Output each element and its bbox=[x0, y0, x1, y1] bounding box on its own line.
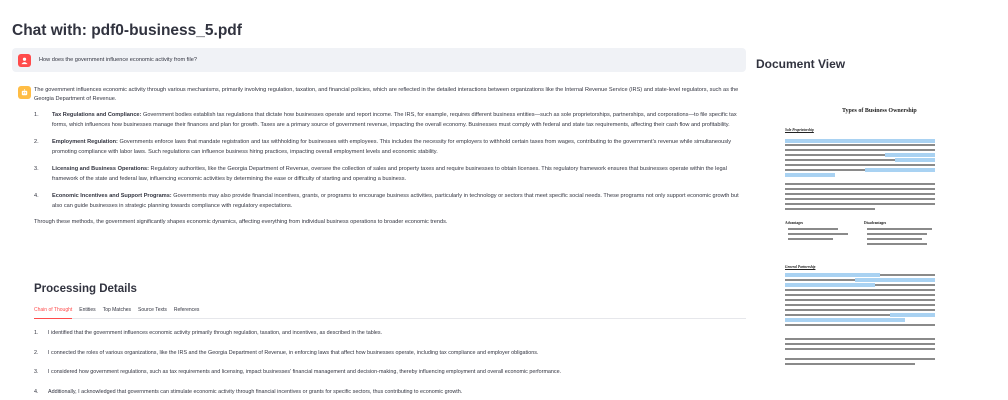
text-line bbox=[867, 228, 932, 230]
text-line bbox=[785, 183, 935, 185]
answer-point bbox=[34, 111, 746, 130]
text-line bbox=[785, 159, 895, 161]
page-title: Chat with: pdf0-business_5.pdf bbox=[12, 22, 242, 39]
answer-point bbox=[34, 192, 746, 211]
point-number: 4. bbox=[34, 193, 39, 199]
point-text: Governments may also provide financial incentives, grants, or programs to encourage business activities, particularly in technology or sectors that meet specific social needs. These programs not only support economic growth but also can guide businesses in strategic planning towards compliance with regulatory expectations. bbox=[52, 193, 739, 209]
text-line bbox=[785, 343, 935, 345]
text-line bbox=[867, 243, 927, 245]
answer-point bbox=[34, 165, 746, 184]
text-line bbox=[785, 149, 935, 151]
advantages-label: Advantages bbox=[785, 221, 803, 225]
user-avatar-icon bbox=[18, 54, 31, 67]
tab-chain-of-thought[interactable]: Chain of Thought bbox=[34, 306, 72, 319]
highlight bbox=[785, 173, 835, 177]
text-line bbox=[785, 289, 935, 291]
assistant-message bbox=[12, 86, 746, 227]
text-line bbox=[785, 294, 935, 296]
point-text: Governments enforce laws that mandate registration and tax withholding for businesses with employees. This includes the necessity for employers to withhold certain taxes from wages, contributing to the government's revenue while simultaneously promoting compliance with labor laws. Such regulations can influence business hiring practices, impacting overall employment levels and economic stability. bbox=[52, 139, 732, 155]
step-number: 4. bbox=[34, 388, 39, 395]
text-line bbox=[788, 233, 848, 235]
point-text: Government bodies establish tax regulations that dictate how businesses operate and report income. The IRS, for example, requires different business entities—such as sole proprietorships, partnerships, and corporations—to file specific tax forms, which influences how businesses manage their finances and plan for growth. Taxes are a primary source of government revenue, impacting the overall economy. Businesses must comply with federal and state tax requirements, affecting their cash flow and profitability. bbox=[52, 112, 737, 128]
text-line bbox=[785, 314, 890, 316]
processing-tabs bbox=[34, 306, 746, 319]
text-line bbox=[785, 299, 935, 301]
processing-details-title: Processing Details bbox=[34, 283, 137, 295]
text-line bbox=[785, 338, 935, 340]
text-line bbox=[785, 154, 885, 156]
text-line bbox=[785, 208, 875, 210]
text-line bbox=[785, 324, 935, 326]
highlight bbox=[785, 283, 875, 287]
tab-source-texts[interactable]: Source Texts bbox=[138, 307, 167, 313]
list-item bbox=[34, 388, 746, 396]
step-text: Additionally, I acknowledged that governments can stimulate economic activity through financial incentives or grants for specific sectors, thus contributing to economic growth. bbox=[48, 388, 463, 395]
list-item bbox=[34, 329, 746, 337]
chain-of-thought-list bbox=[34, 329, 746, 400]
point-number: 2. bbox=[34, 139, 39, 145]
document-heading: Types of Business Ownership bbox=[842, 108, 917, 114]
answer-intro: The government influences economic activity through various mechanisms, primarily involving regulation, taxation, and financial policies, which are reflected in the detailed interactions between organizations like the Internal Revenue Service (IRS) and state-level regulators, such as the Georgia Department of Revenue. bbox=[34, 87, 739, 102]
document-view-title: Document View bbox=[756, 57, 846, 71]
text-line bbox=[785, 188, 935, 190]
step-text: I identified that the government influences economic activity primarily through regulation, taxation, and incentives, as described in the tables. bbox=[48, 330, 383, 336]
text-line bbox=[785, 144, 935, 146]
list-item bbox=[34, 349, 746, 357]
point-title: Licensing and Business Operations: bbox=[52, 166, 149, 172]
text-line bbox=[785, 193, 935, 195]
text-line bbox=[880, 274, 935, 276]
section-heading-sole: Sole Proprietorship bbox=[785, 128, 814, 132]
text-line bbox=[785, 348, 935, 350]
tab-references[interactable]: References bbox=[173, 307, 200, 313]
highlight bbox=[785, 318, 905, 322]
answer-conclusion: Through these methods, the government significantly shapes economic dynamics, affecting everything from individual business operations to broader economic trends. bbox=[34, 219, 448, 225]
text-line bbox=[785, 198, 935, 200]
disadvantages-label: Disadvantages bbox=[864, 221, 887, 225]
text-line bbox=[785, 169, 865, 171]
user-question: How does the government influence economic activity from file? bbox=[39, 57, 197, 63]
answer-points bbox=[34, 111, 746, 211]
text-line bbox=[785, 363, 915, 365]
highlight bbox=[865, 168, 935, 172]
step-text: I connected the roles of various organizations, like the IRS and the Georgia Department of Revenue, in enforcing laws that affect how businesses operate, including tax compliance and employer obligations. bbox=[48, 349, 539, 356]
highlight bbox=[785, 139, 935, 143]
chat-panel bbox=[12, 48, 746, 227]
step-number: 3. bbox=[34, 369, 39, 375]
user-message bbox=[12, 48, 746, 72]
highlight bbox=[895, 158, 935, 162]
section-heading-partnership: General Partnership bbox=[785, 265, 816, 269]
point-title: Tax Regulations and Compliance: bbox=[52, 112, 142, 118]
text-line bbox=[785, 164, 935, 166]
point-title: Economic Incentives and Support Programs: bbox=[52, 193, 172, 199]
text-line bbox=[785, 304, 935, 306]
text-line bbox=[785, 279, 855, 281]
highlight bbox=[885, 153, 935, 157]
text-line bbox=[867, 238, 922, 240]
point-number: 3. bbox=[34, 166, 39, 172]
tab-entities[interactable]: Entities bbox=[79, 307, 96, 313]
text-line bbox=[875, 284, 935, 286]
assistant-avatar-icon bbox=[18, 86, 31, 99]
point-title: Employment Regulation: bbox=[52, 139, 118, 145]
text-line bbox=[785, 203, 935, 205]
point-text: Regulatory authorities, like the Georgia Department of Revenue, oversee the collection of sales and property taxes and require businesses to obtain licenses. This regulatory framework ensures that businesses operate within the legal framework of the state and federal law, influencing economic activities by determining the ease or difficulty of starting and operating a business. bbox=[52, 166, 727, 182]
highlight bbox=[855, 278, 935, 282]
text-line bbox=[785, 309, 935, 311]
step-text: I considered how government regulations, such as tax requirements and licensing, impact businesses' financial management and decision-making, thereby influencing employment and overall economic performance. bbox=[48, 369, 562, 375]
text-line bbox=[788, 238, 833, 240]
point-number: 1. bbox=[34, 112, 39, 118]
document-preview[interactable] bbox=[760, 86, 1008, 400]
highlight bbox=[890, 313, 935, 317]
list-item bbox=[34, 368, 746, 376]
text-line bbox=[788, 228, 838, 230]
text-line bbox=[785, 358, 935, 360]
step-number: 1. bbox=[34, 330, 39, 336]
text-line bbox=[867, 233, 927, 235]
answer-point bbox=[34, 138, 746, 157]
step-number: 2. bbox=[34, 349, 39, 356]
highlight bbox=[785, 273, 880, 277]
tab-top-matches[interactable]: Top Matches bbox=[102, 307, 132, 313]
